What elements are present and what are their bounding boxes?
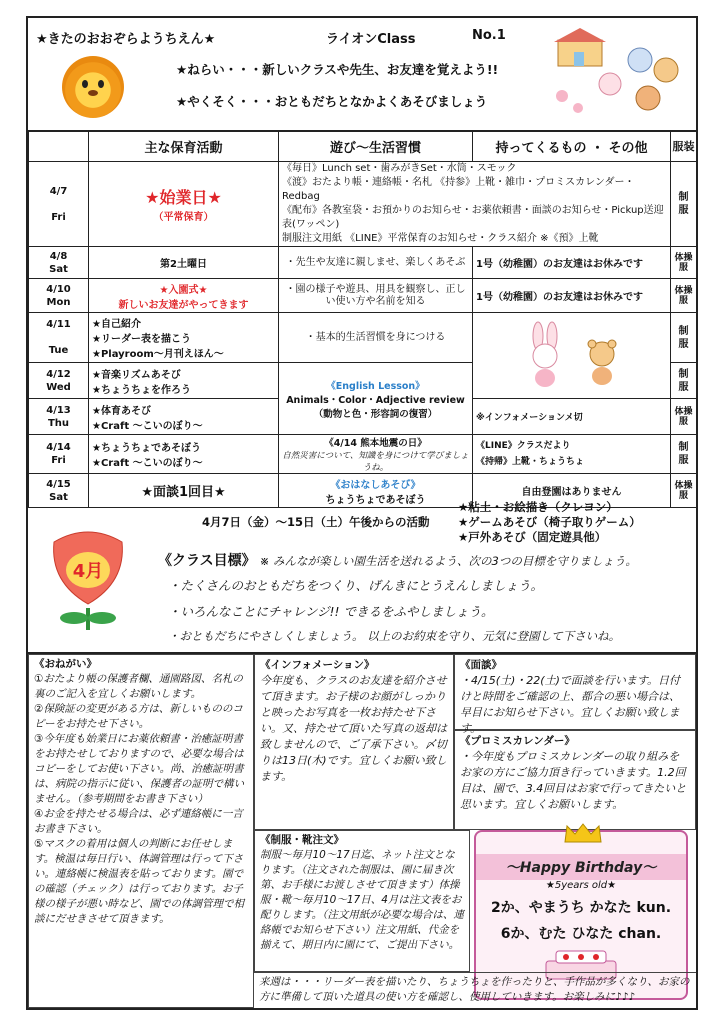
weekday: Thu [47,417,70,429]
activity-text: ★ちょうちょであそぼう [92,443,201,454]
interview-title: 《面談》 [460,659,502,671]
activity-cell [89,313,279,363]
play-cell [279,363,473,435]
date: 4/10 [46,283,71,295]
weekday: Fri [51,455,66,466]
promise-calendar-box [454,730,696,830]
date: 4/11 [46,319,71,330]
weekday: Wed [46,381,71,393]
activity-text: ★体育あそび [92,405,151,417]
birthday-child: 2か、やまうち かなた kun. [490,900,672,916]
uniform-order-text: 制服～毎月10～17日迄、ネット注文となります。（注文された制服は、園に届き次第、お手様にお渡しさせて頂きます）体操服・靴～毎月10～17日、4月は注文表をお配りします。（注文用紙が必要な場合は、連絡帳でお知らせ下さい）注文用紙、代金を揃えて、期日内に園にて、ご提出下さい。 [260,849,464,951]
activity-text: ★Craft ～こいのぼり～ [92,420,203,432]
play-cell: ・先生や友達に親しませ、楽しくあそぶ [279,247,473,279]
lion-eye [98,80,104,88]
activity-cell [89,363,279,399]
activity-cell [89,162,279,247]
weekday: Fri [51,211,66,223]
lion-nose [88,90,98,96]
clothing-cell: 制服 [671,363,697,399]
english-lesson-label: 《English Lesson》 [326,380,425,392]
request-item: ②保険証の変更がある方は、新しいもののコピーをお持たせ下さい。 [34,703,243,730]
information-text: 今年度も、クラスのお友達を紹介させて頂きます。お子様のお顔がしっかりと映ったお写真を一枚お持たせ下さい。又、持たせて頂いた写真の返却は致しませんので、ご了承下さい。〆切りは13日(木)です。宜しくお願い致します。 [260,674,447,783]
table-header-row [29,131,697,162]
date-cell [29,162,89,247]
birthday-title: ～Happy Birthday～ [476,854,686,880]
bring-cell: ※インフォメーションメ切 [473,399,671,435]
activity-cell: 第2土曜日 [89,247,279,279]
clothing-cell: 体操服 [671,247,697,279]
uniform-order-title: 《制服・靴注文》 [260,834,344,846]
bring-cell: 自由登園はありません [473,474,671,508]
month-label: 4月 [72,561,104,582]
weekday: Sat [49,263,68,275]
date: 4/7 [49,185,68,197]
activity-text: ★音楽リズムあそび [92,369,181,381]
header [28,18,696,132]
date-cell [29,279,89,313]
date-cell [29,363,89,399]
play-cell: ・基本的生活習慣を身につける [279,313,473,363]
table-row [29,162,697,247]
clothing-header: 服装 [671,131,697,162]
promise-text: ★やくそく・・・おともだちとなかよくあそびましょう [176,94,488,109]
date: 4/12 [46,368,71,380]
clothing-cell: 体操服 [671,399,697,435]
activity-text: ★Craft ～こいのぼり～ [92,458,203,469]
bring-cell: 1号（幼稚園）のお友達はお休みです [473,279,671,313]
date: 4/14 [46,442,71,453]
issue-number: No.1 [472,28,506,43]
goal-intro: ※ みんなが楽しい園生活を送れるよう、次の3つの目標を守りましょう。 [259,554,637,568]
information-box [254,654,454,830]
date-cell [29,435,89,474]
interview-text: ・4/15(土)・22(土)で面談を行います。日付けと時間をご確認の上、都合の悪い場合は、早目にお知らせ下さい。宜しくお願い致します。 [460,674,680,735]
weekday: Mon [46,296,71,308]
table-row [29,279,697,313]
next-week-note: 来週は・・・リーダー表を描いたり、ちょうちょを作ったりと、手作品が多くなり、お家の方に準備して頂いた道具の使い方を確認し、使用していきます。お楽しみに♪♪♪ [254,972,696,1008]
play-text: ちょうちょであそぼう [325,494,426,506]
school-name: ★きたのおおぞらようちえん★ [36,32,216,47]
afternoon-activities [458,500,641,545]
date: 4/8 [49,250,68,262]
table-row [29,313,697,363]
activity-text: 新しいお友達がやってきます [118,299,249,311]
goal-item: ・おともだちにやさしくしましょう。 以上のお約束を守り、元気に登園して下さいね。 [168,629,621,643]
school-children-icon [548,26,688,124]
request-box [28,654,254,1008]
afternoon-activity: ★戸外あそび（固定遊具他） [458,530,607,544]
play-text: 自然災害について、知識を身につけて学びましょうね。 [282,451,469,473]
bring-text: 《LINE》クラスだより [476,441,571,451]
class-goal-heading [158,550,637,570]
request-item: ④お金を持たせる場合は、必ず連絡帳に一言お書き下さい。 [34,808,243,835]
tulip-icon [48,512,128,632]
date-cell [29,399,89,435]
bring-cell: 1号（幼稚園）のお友達はお休みです [473,247,671,279]
goal-item: ・たくさんのおともだちをつくり、げんきにとうえんしましょう。 [168,578,544,593]
goal-item: ・いろんなことにチャレンジ!! できるをふやしましょう。 [168,604,494,619]
clothing-cell: 体操服 [671,474,697,508]
clothing-cell: 制服 [671,313,697,363]
play-text: 《4/14 熊本地震の日》 [324,438,427,449]
request-item: ⑤マスクの着用は個人の判断にお任せします。検温は毎日行い、体調管理は行って下さい。連絡帳に検温表を貼っております。園での確認（チェック）は行っております。お子様の様子が悪い時など、園での体調管理で相談にだせきさせて頂きます。 [34,838,244,925]
bring-cell [473,435,671,474]
crown-icon [563,822,603,844]
play-cell: ・園の様子や遊具、用具を観察し、正しい使い方や名前を知る [279,279,473,313]
clothing-cell: 制服 [671,435,697,474]
date-header [29,131,89,162]
play-header: 遊び～生活習慣 [279,131,473,162]
activity-text: ★自己紹介 [92,319,141,330]
play-text: 制服注文用紙 《LINE》平常保育のお知らせ・クラス紹介 ※《預》上靴 [282,233,599,244]
date-cell [29,313,89,363]
date: 4/15 [46,478,71,490]
activity-cell [89,279,279,313]
request-item: ①おたより帳の保護者欄、通園路図、名札の裏のご記入を宜しくお願いします。 [34,673,243,700]
information-title: 《インフォメーション》 [260,659,375,671]
play-cell [279,162,671,247]
date: 4/13 [46,404,71,416]
afternoon-activity: ★ゲームあそび（椅子取りゲーム） [458,515,641,529]
class-name: ライオンClass [326,32,416,47]
play-cell [279,435,473,474]
weekly-schedule-table [28,130,697,508]
aim-text: ★ねらい・・・新しいクラスや先生、お友達を覚えよう!! [176,62,499,77]
activity-header: 主な保育活動 [89,131,279,162]
table-row [29,435,697,474]
bring-header: 持ってくるもの ・ その他 [473,131,671,162]
lion-eye [82,80,88,88]
activity-cell [89,399,279,435]
table-row [29,247,697,279]
birthday-age: ★5years old★ [545,880,617,891]
interview-box [454,654,696,735]
activity-text: ★リーダー表を描こう [92,334,191,345]
play-text: 《配布》各教室袋・お預かりのお知らせ・お薬依頼書・面談のお知らせ・Pickup送迎表(ワッペン) [282,205,664,230]
clothing-cell: 制服 [671,162,697,247]
promise-calendar-text: ・今年度もプロミスカレンダーの取り組みをお家の方にご協力頂き行っていきます。1.2回目は、園で、3.4回目はお家で行ってきたいと思います。宜しくお願いします。 [460,750,687,811]
activity-text: ★ちょうちょを作ろう [92,384,191,396]
request-item: ③今年度も始業日にお薬依頼書・治癒証明書をお持たせしておりますので、必要な場合はコピーをしてお使い下さい。尚、治癒証明書は、病院の指示に従い、保護者の証明で構いません。（参考期間をお書き下さい） [34,733,244,805]
afternoon-activity: ★粘土・お絵描き（クレヨン） [458,500,618,514]
play-text: （動物と色・形容詞の復習） [313,408,438,420]
rabbit-bear-icon [476,314,666,394]
activity-cell: ★面談1回目★ [89,474,279,508]
play-text: 《毎日》Lunch set・歯みがきSet・水筒・スモック [282,163,517,174]
activity-text: ★入園式★ [159,284,208,296]
weekday: Tue [48,345,69,356]
bring-cell-illustration [473,313,671,399]
goal-title: 《クラス目標》 [158,553,256,569]
play-text: 《渡》おたより帳・連絡帳・名札 《持参》上靴・雑巾・プロミスカレンダー・Redbag [282,177,635,202]
notes-section [28,654,696,1008]
activity-text: ★始業日★ [145,188,222,207]
play-text: Animals・Color・Adjective review [286,394,465,406]
activity-cell [89,435,279,474]
promise-calendar-title: 《プロミスカレンダー》 [460,735,575,747]
newsletter-frame [26,16,698,1010]
afternoon-and-goals-section [28,500,696,654]
date-cell [29,247,89,279]
uniform-order-box [254,830,470,972]
bring-text: 《持帰》上靴・ちょうちょ [476,457,585,467]
request-title: 《おねがい》 [34,658,97,670]
lion-icon [62,56,124,118]
weekday: Sat [49,491,68,503]
birthday-child: 6か、むた ひなた chan. [500,926,662,942]
activity-text: ★Playroom～月刊えほん～ [92,349,224,360]
clothing-cell: 体操服 [671,279,697,313]
activity-text: （平常保育） [153,212,214,223]
afternoon-title: 4月7日（金）～15日（土）午後からの活動 [202,515,430,529]
play-text: 《おはなしあそび》 [330,479,421,491]
